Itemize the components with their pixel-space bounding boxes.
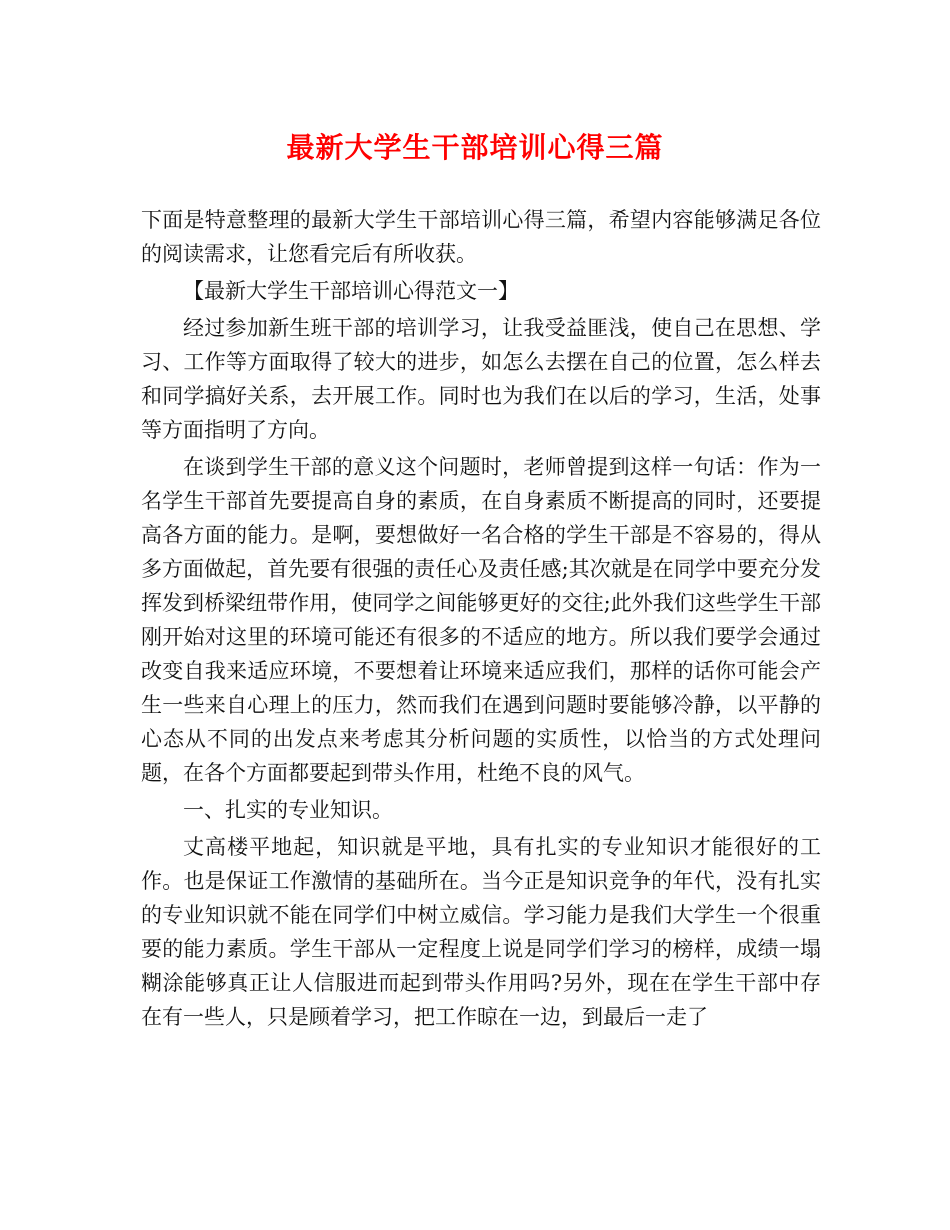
document-title: 最新大学生干部培训心得三篇 — [286, 131, 664, 164]
subsection-heading: 一、扎实的专业知识。 — [183, 798, 393, 822]
body-paragraph: 丈高楼平地起，知识就是平地，具有扎实的专业知识才能很好的工作。也是保证工作激情的基础所在。当今正是知识竞争的年代，没有扎实的专业知识就不能在同学们中树立威信。学习能力是我们大学生一个很重要的能力素质。学生干部从一定程度上说是同学们学习的榜样，成绩一塌糊涂能够真正让人信服进而起到带头作用吗?另外，现在在学生干部中存在有一些人，只是顾着学习，把工作晾在一边，到最后一走了 — [141, 835, 821, 1029]
body-paragraph: 在谈到学生干部的意义这个问题时，老师曾提到这样一句话：作为一名学生干部首先要提高自身的素质，在自身素质不断提高的同时，还要提高各方面的能力。是啊，要想做好一名合格的学生干部是不容易的，得从多方面做起，首先要有很强的责任心及责任感;其次就是在同学中要充分发挥发到桥梁纽带作用，使同学之间能够更好的交往;此外我们这些学生干部刚开始对这里的环境可能还有很多的不适应的地方。所以我们要学会通过改变自我来适应环境，不要想着让环境来适应我们，那样的话你可能会产生一些来自心理上的压力，然而我们在遇到问题时要能够冷静，以平静的心态从不同的出发点来考虑其分析问题的实质性，以恰当的方式处理问题，在各个方面都要起到带头作用，杜绝不良的风气。 — [141, 455, 821, 785]
section-heading: 【最新大学生干部培训心得范文一】 — [183, 279, 519, 303]
document-body — [141, 203, 821, 1037]
body-paragraph: 经过参加新生班干部的培训学习，让我受益匪浅，使自己在思想、学习、工作等方面取得了较大的进步，如怎么去摆在自己的位置，怎么样去和同学搞好关系，去开展工作。同时也为我们在以后的学习，生活，处事等方面指明了方向。 — [141, 316, 821, 442]
intro-paragraph: 下面是特意整理的最新大学生干部培训心得三篇，希望内容能够满足各位的阅读需求，让您看完后有所收获。 — [141, 208, 821, 266]
